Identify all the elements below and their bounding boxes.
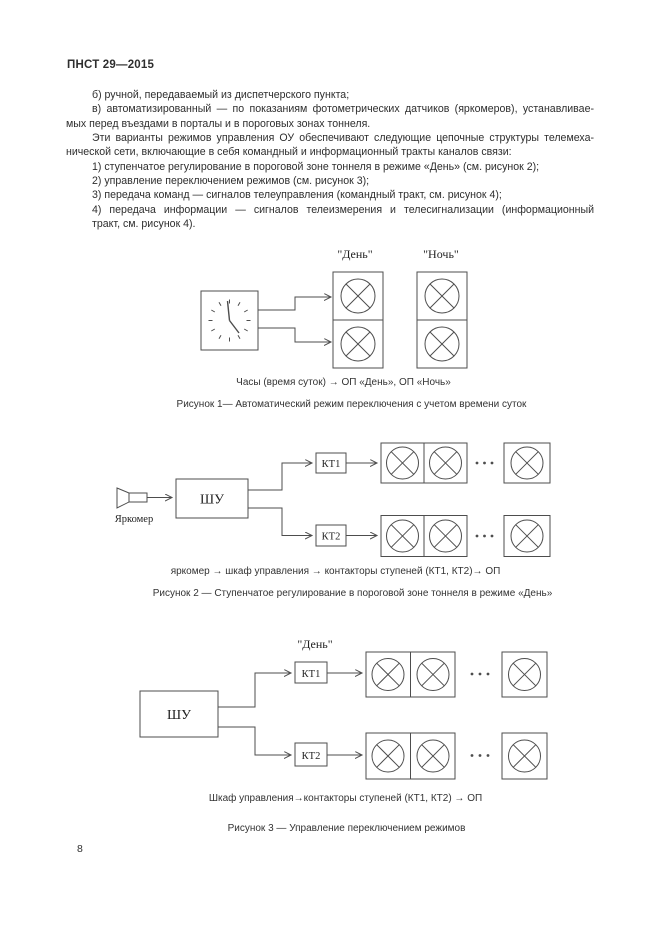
- body-line: 3) передача команд — сигналов телеуправления (командный тракт, см. рисунок 4);: [92, 189, 502, 202]
- wire-cabinet-to-kt2: [248, 508, 312, 536]
- lamp-icon: [417, 740, 449, 772]
- wire-clock-to-day-bottom: [258, 328, 331, 342]
- figure1-flow-caption: Часы (время суток) → ОП «День», ОП «Ночь»: [236, 377, 451, 388]
- figure1-diagram: [190, 240, 480, 373]
- body-line: мых перед въездами в порталы и в пороговых зонах тоннеля.: [66, 117, 371, 130]
- body-line: Эти варианты режимов управления ОУ обеспечивают следующие цепочные структуры телемеха-: [92, 132, 594, 145]
- figure2-caption: Рисунок 2 — Ступенчатое регулирование в пороговой зоне тоннеля в режиме «День»: [152, 588, 553, 599]
- wire-cabinet-to-kt1: [248, 463, 312, 490]
- body-line: в) автоматизированный — по показаниям фотометрических датчиков (яркомеров), устанавливае-: [92, 103, 594, 116]
- figure2-diagram: [105, 440, 560, 562]
- night-mode-label: "Ночь": [423, 247, 459, 261]
- figure3-flow-caption: Шкаф управления→контакторы ступеней (КТ1, КТ2) → ОП: [208, 793, 483, 804]
- page-number: 8: [77, 843, 83, 855]
- wire-clock-to-day-top: [258, 297, 331, 310]
- kt2-label: КТ2: [301, 751, 321, 762]
- kt2-label: КТ2: [321, 531, 341, 543]
- body-line: б) ручной, передаваемый из диспетчерского пункта;: [92, 89, 350, 101]
- figure2-flow-caption: яркомер → шкаф управления → контакторы ступеней (КТ1, КТ2)→ ОП: [170, 566, 501, 577]
- night-luminaire-column: [417, 272, 467, 368]
- luminance-meter-icon: [117, 488, 147, 508]
- body-line: 4) передача информации — сигналов телеизмерения и телесигнализации (информационный: [92, 203, 594, 216]
- lamp-icon: [372, 740, 404, 772]
- lamp-group-bottom: [366, 733, 547, 779]
- body-line: 1) ступенчатое регулирование в пороговой зоне тоннеля в режиме «День» (см. рисунок 2);: [92, 160, 540, 173]
- figure3-diagram: [135, 632, 555, 784]
- wire-cabinet-to-kt2: [218, 727, 291, 755]
- figure3-caption: Рисунок 3 — Управление переключением режимов: [227, 823, 466, 834]
- document-number: ПНСТ 29—2015: [67, 59, 155, 71]
- day-luminaire-column: [333, 272, 383, 368]
- lamp-icon: [509, 659, 541, 691]
- body-line: нической сети, включающие в себя командный и информационный тракты каналов связи:: [66, 146, 512, 159]
- day-mode-label: "День": [337, 247, 373, 261]
- control-cabinet-label: ШУ: [166, 708, 192, 723]
- figure1-caption: Рисунок 1— Автоматический режим переключения с учетом времени суток: [176, 399, 527, 410]
- lamp-group-top: [381, 443, 550, 483]
- lamp-icon: [511, 520, 543, 552]
- lamp-icon: [387, 520, 419, 552]
- lamp-icon: [430, 520, 462, 552]
- body-line: 2) управление переключением режимов (см. рисунок 3);: [92, 175, 370, 188]
- lamp-icon: [341, 327, 375, 361]
- lamp-icon: [511, 447, 543, 479]
- body-line: тракт, см. рисунок 4).: [92, 218, 196, 231]
- lamp-icon: [425, 279, 459, 313]
- lamp-icon: [372, 659, 404, 691]
- day-mode-label: "День": [297, 637, 333, 651]
- kt1-label: КТ1: [321, 459, 341, 470]
- lamp-icon: [341, 279, 375, 313]
- lamp-icon: [430, 447, 462, 479]
- lamp-group-top: [366, 652, 547, 697]
- luminance-meter-label: Яркомер: [114, 514, 154, 525]
- lamp-icon: [509, 740, 541, 772]
- lamp-icon: [417, 659, 449, 691]
- wire-cabinet-to-kt1: [218, 673, 291, 707]
- body-text: [66, 88, 594, 231]
- kt1-label: КТ1: [301, 669, 321, 680]
- lamp-icon: [425, 327, 459, 361]
- clock-icon: [201, 291, 258, 350]
- lamp-icon: [387, 447, 419, 479]
- lamp-group-bottom: [381, 516, 550, 557]
- control-cabinet-label: ШУ: [199, 492, 225, 508]
